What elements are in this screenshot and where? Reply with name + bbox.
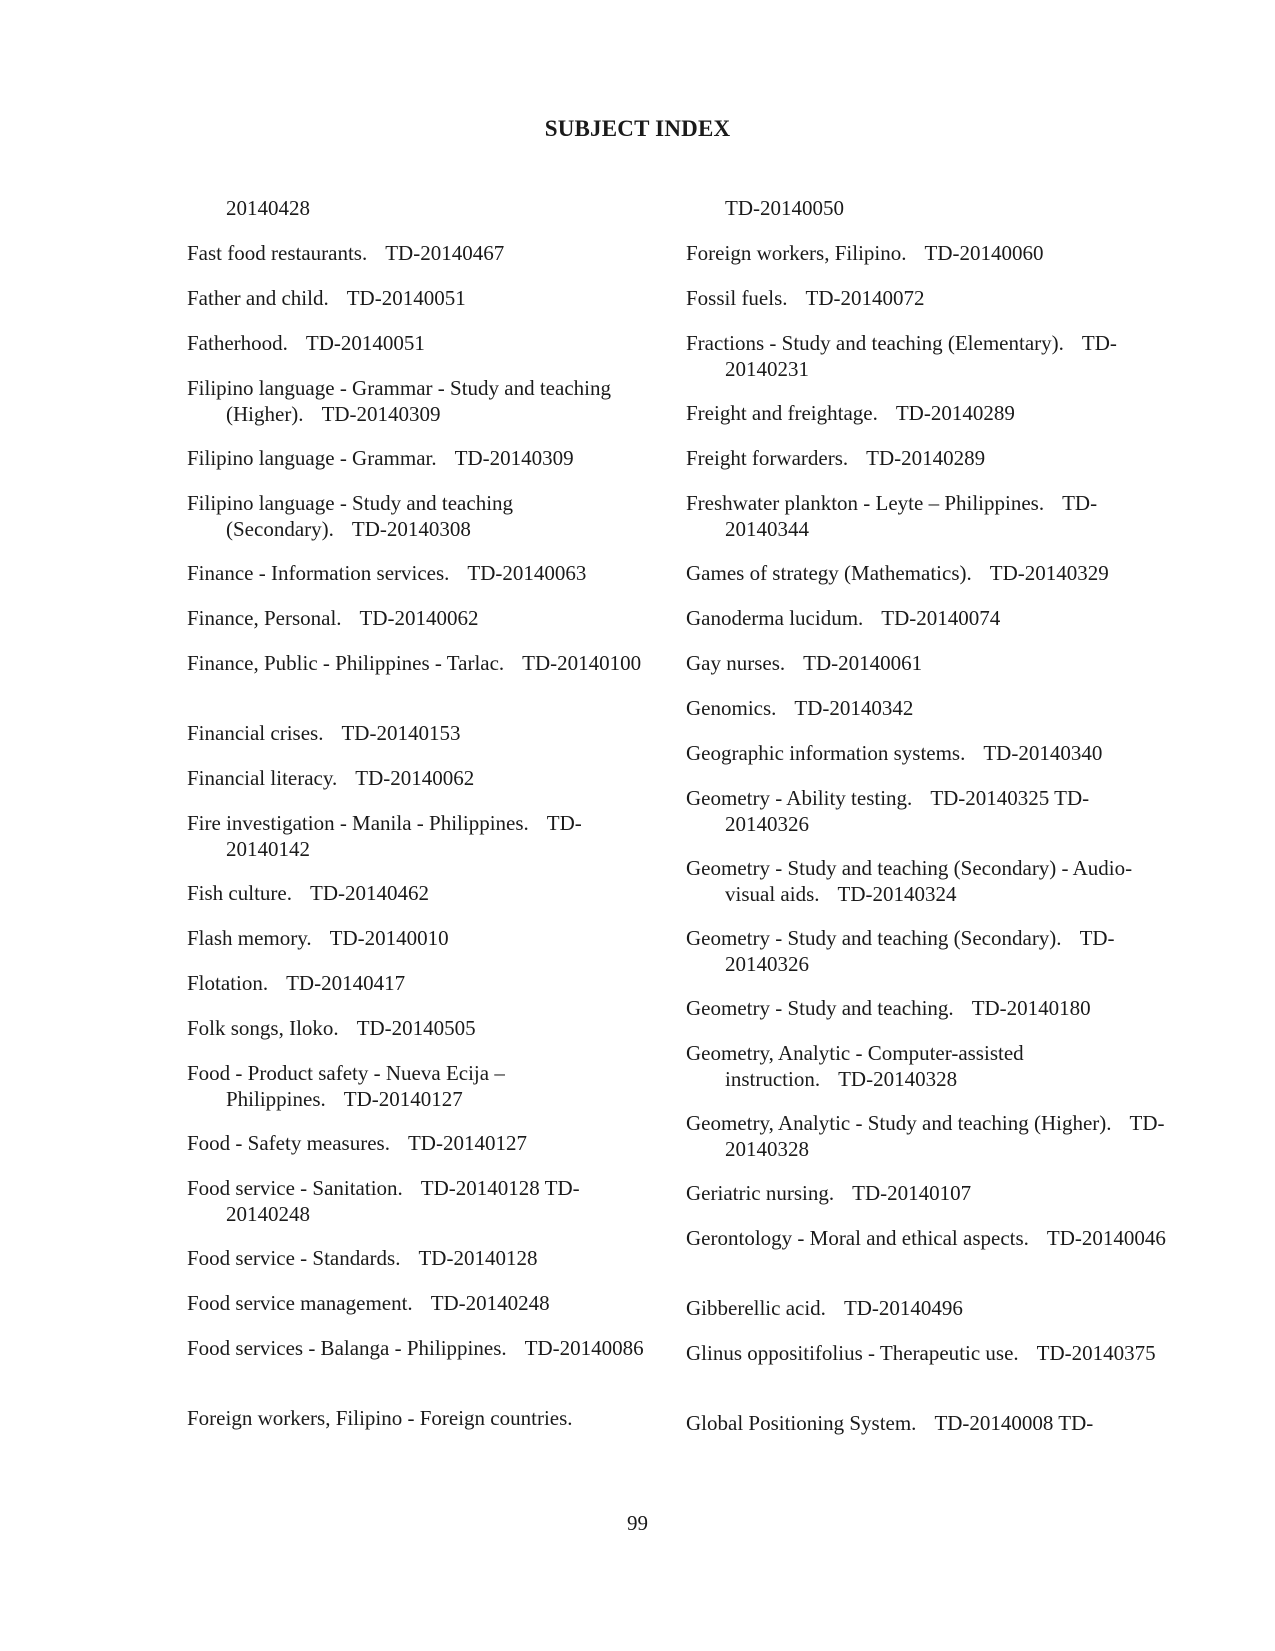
index-entry	[187, 240, 657, 266]
index-entry	[187, 605, 657, 631]
index-entry	[187, 925, 657, 951]
index-entry	[187, 810, 657, 862]
index-ref: TD-20140128 TD-20140248	[226, 1176, 580, 1226]
index-entry	[686, 1340, 1166, 1366]
index-entry	[686, 490, 1166, 542]
index-term: Geometry - Ability testing.	[686, 786, 913, 810]
index-term: Fractions - Study and teaching (Elementary).	[686, 331, 1064, 355]
index-ref: TD-20140100	[522, 651, 642, 675]
index-ref: TD-20140127	[407, 1131, 527, 1155]
index-entry	[686, 995, 1166, 1021]
index-ref: TD-20140289	[866, 446, 986, 470]
index-entry	[686, 1295, 1166, 1321]
index-entry	[187, 195, 657, 221]
index-term: Father and child.	[187, 286, 329, 310]
index-entry	[187, 490, 657, 542]
index-ref: TD-20140127	[343, 1087, 463, 1111]
index-entry	[187, 765, 657, 791]
page-title: SUBJECT INDEX	[544, 116, 731, 141]
index-term: Food service - Standards.	[187, 1246, 401, 1270]
index-term: Gerontology - Moral and ethical aspects.	[686, 1226, 1029, 1250]
index-ref: TD-20140008 TD-	[934, 1411, 1094, 1435]
index-entry	[187, 1405, 657, 1431]
index-ref: TD-20140308	[351, 517, 471, 541]
index-entry	[686, 740, 1166, 766]
index-term: Freight and freightage.	[686, 401, 878, 425]
index-ref: TD-20140467	[385, 241, 505, 265]
index-term: Fossil fuels.	[686, 286, 788, 310]
index-entry	[187, 1335, 657, 1361]
index-term: Fatherhood.	[187, 331, 288, 355]
index-ref: TD-20140324	[837, 882, 957, 906]
index-ref: TD-20140153	[341, 721, 461, 745]
index-entry	[686, 400, 1166, 426]
index-entry	[686, 695, 1166, 721]
index-term: Fire investigation - Manila - Philippines.	[187, 811, 529, 835]
index-entry	[686, 1040, 1166, 1092]
index-ref: TD-20140328	[838, 1067, 958, 1091]
index-ref: TD-20140325 TD-20140326	[725, 786, 1090, 836]
page-number: 99	[627, 1511, 648, 1535]
index-term: Financial literacy.	[187, 766, 338, 790]
index-term: Foreign workers, Filipino.	[686, 241, 907, 265]
index-entry	[686, 195, 1166, 221]
index-entry	[187, 1175, 657, 1227]
index-entry	[187, 650, 657, 676]
index-term: Geriatric nursing.	[686, 1181, 835, 1205]
index-ref: TD-20140060	[924, 241, 1044, 265]
index-entry	[686, 1225, 1166, 1251]
index-term: Filipino language - Study and teaching (Secondary).	[187, 491, 514, 541]
index-term: Genomics.	[686, 696, 777, 720]
index-ref: TD-20140063	[467, 561, 587, 585]
index-ref: TD-20140107	[852, 1181, 972, 1205]
index-term: Filipino language - Grammar.	[187, 446, 437, 470]
index-entry	[187, 285, 657, 311]
index-entry	[686, 1110, 1166, 1162]
index-term: Geographic information systems.	[686, 741, 966, 765]
index-entry	[686, 605, 1166, 631]
index-term: Filipino language - Grammar - Study and teaching (Higher).	[187, 376, 611, 426]
index-ref: TD-20140074	[881, 606, 1001, 630]
index-ref: TD-20140180	[971, 996, 1091, 1020]
index-term: Food services - Balanga - Philippines.	[187, 1336, 507, 1360]
index-entry	[686, 1180, 1166, 1206]
index-ref: TD-20140326	[725, 926, 1115, 976]
index-ref: TD-20140328	[725, 1111, 1165, 1161]
index-term: Food - Safety measures.	[187, 1131, 390, 1155]
index-term: Geometry, Analytic - Computer-assisted instruction.	[686, 1041, 1024, 1091]
index-entry	[686, 445, 1166, 471]
index-entry	[187, 720, 657, 746]
index-term: Flotation.	[187, 971, 269, 995]
index-ref: TD-20140309	[454, 446, 574, 470]
index-ref: TD-20140051	[305, 331, 425, 355]
index-term: Fish culture.	[187, 881, 292, 905]
index-term: Freshwater plankton - Leyte – Philippines.	[686, 491, 1045, 515]
index-term: Global Positioning System.	[686, 1411, 917, 1435]
index-ref: TD-20140342	[794, 696, 914, 720]
index-term: TD-20140050	[725, 196, 844, 220]
index-ref: TD-20140496	[843, 1296, 963, 1320]
index-entry	[686, 650, 1166, 676]
index-entry	[686, 285, 1166, 311]
index-term: Food service management.	[187, 1291, 413, 1315]
index-ref: TD-20140505	[356, 1016, 476, 1040]
index-entry	[686, 925, 1166, 977]
index-ref: TD-20140128	[418, 1246, 538, 1270]
index-entry	[686, 330, 1166, 382]
index-term: Finance, Personal.	[187, 606, 342, 630]
index-ref: TD-20140072	[805, 286, 925, 310]
index-term: Food - Product safety - Nueva Ecija – Philippines.	[187, 1061, 505, 1111]
index-ref: TD-20140062	[355, 766, 475, 790]
index-ref: TD-20140010	[329, 926, 449, 950]
index-entry	[686, 1410, 1166, 1436]
index-entry	[187, 1060, 657, 1112]
index-term: Financial crises.	[187, 721, 324, 745]
index-ref: TD-20140417	[286, 971, 406, 995]
index-entry	[187, 445, 657, 471]
index-entry	[187, 1245, 657, 1271]
index-ref: TD-20140086	[524, 1336, 644, 1360]
index-ref: TD-20140046	[1046, 1226, 1166, 1250]
index-ref: TD-20140062	[359, 606, 479, 630]
index-term: Geometry - Study and teaching (Secondary) - Audio-visual aids.	[686, 856, 1133, 906]
index-entry	[187, 560, 657, 586]
index-ref: TD-20140248	[430, 1291, 550, 1315]
index-entry	[187, 880, 657, 906]
index-ref: TD-20140289	[895, 401, 1015, 425]
index-ref: TD-20140309	[321, 402, 441, 426]
index-term: Games of strategy (Mathematics).	[686, 561, 972, 585]
index-entry	[686, 855, 1166, 907]
index-term: Glinus oppositifolius - Therapeutic use.	[686, 1341, 1019, 1365]
index-ref: TD-20140051	[346, 286, 466, 310]
index-entry	[187, 1290, 657, 1316]
index-term: Finance - Information services.	[187, 561, 450, 585]
index-ref: TD-20140231	[725, 331, 1117, 381]
index-term: Geometry - Study and teaching (Secondary).	[686, 926, 1062, 950]
index-term: Folk songs, Iloko.	[187, 1016, 339, 1040]
index-term: Fast food restaurants.	[187, 241, 368, 265]
index-entry	[187, 970, 657, 996]
index-term: Gibberellic acid.	[686, 1296, 826, 1320]
index-ref: TD-20140329	[989, 561, 1109, 585]
index-term: 20140428	[226, 196, 310, 220]
index-term: Ganoderma lucidum.	[686, 606, 864, 630]
index-term: Freight forwarders.	[686, 446, 849, 470]
index-entry	[187, 330, 657, 356]
index-term: Finance, Public - Philippines - Tarlac.	[187, 651, 505, 675]
index-entry	[187, 1015, 657, 1041]
index-entry	[686, 560, 1166, 586]
index-term: Flash memory.	[187, 926, 312, 950]
index-entry	[686, 785, 1166, 837]
index-ref: TD-20140344	[725, 491, 1098, 541]
index-ref: TD-20140061	[803, 651, 923, 675]
index-term: Food service - Sanitation.	[187, 1176, 403, 1200]
index-term: Geometry, Analytic - Study and teaching (Higher).	[686, 1111, 1112, 1135]
index-ref: TD-20140462	[310, 881, 429, 905]
index-ref: TD-20140375	[1036, 1341, 1156, 1365]
index-entry	[686, 240, 1166, 266]
index-term: Geometry - Study and teaching.	[686, 996, 954, 1020]
index-ref: TD-20140142	[226, 811, 582, 861]
index-ref: TD-20140340	[983, 741, 1103, 765]
index-entry	[187, 1130, 657, 1156]
index-term: Gay nurses.	[686, 651, 786, 675]
index-term: Foreign workers, Filipino - Foreign countries.	[187, 1406, 573, 1430]
index-entry	[187, 375, 657, 427]
